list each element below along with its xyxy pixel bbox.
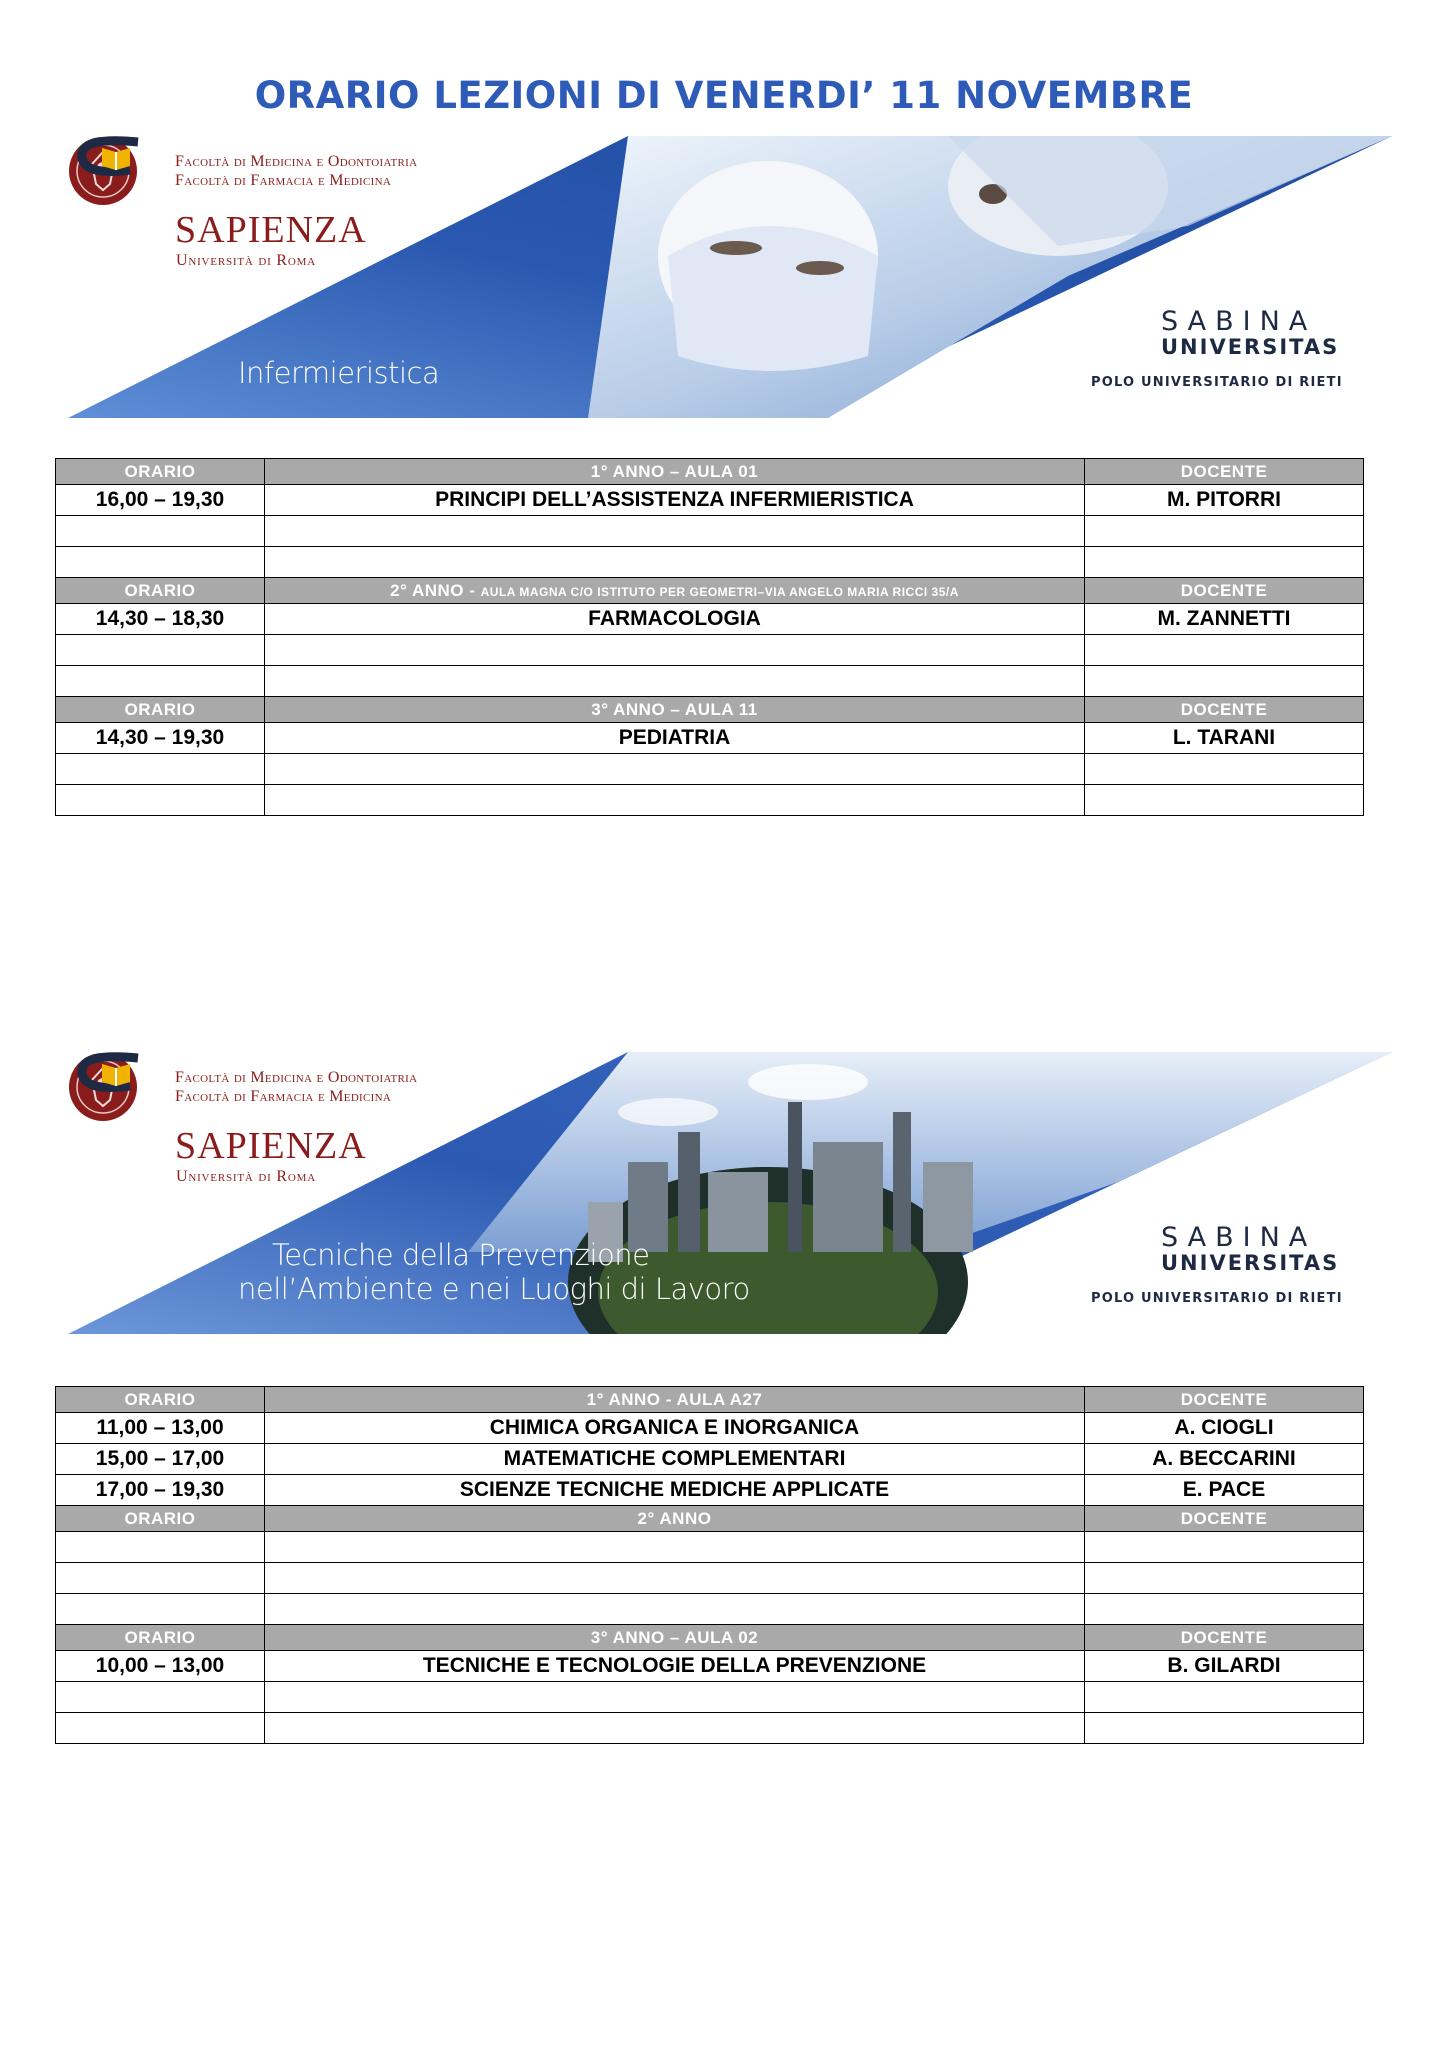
university-subtitle: Università di Roma: [176, 252, 316, 269]
schedule-table-infermieristica: [55, 458, 1364, 816]
header-orario: ORARIO: [56, 1625, 265, 1651]
course-name: [238, 1238, 750, 1306]
table-row: [56, 547, 1364, 578]
cell-course: PEDIATRIA: [265, 723, 1085, 754]
table-row: [56, 516, 1364, 547]
sabina-logo-icon: [68, 1052, 328, 1098]
cell-time: [56, 547, 265, 578]
university-name: SAPIENZA: [175, 1125, 367, 1167]
cell-time: [56, 1563, 265, 1594]
table-row: [56, 1594, 1364, 1625]
cell-time: [56, 516, 265, 547]
cell-time: [56, 1594, 265, 1625]
table-row: [56, 754, 1364, 785]
table-row: [56, 1444, 1364, 1475]
table-row: [56, 1413, 1364, 1444]
table-row: [56, 785, 1364, 816]
header-orario: ORARIO: [56, 1506, 265, 1532]
partner-subtitle: UNIVERSITAS: [1161, 335, 1340, 359]
cell-time: 14,30 – 18,30: [56, 604, 265, 635]
cell-teacher: [1085, 1532, 1364, 1563]
cell-teacher: [1085, 547, 1364, 578]
banner-tecniche-prevenzione: [68, 1052, 1392, 1334]
section-header: [56, 1506, 1364, 1532]
page-title: ORARIO LEZIONI DI VENERDI’ 11 NOVEMBRE: [254, 74, 1194, 117]
header-docente: DOCENTE: [1085, 1506, 1364, 1532]
header-anno: 1° ANNO - AULA A27: [265, 1387, 1085, 1413]
cell-course: [265, 666, 1085, 697]
header-orario: ORARIO: [56, 697, 265, 723]
section-header: [56, 1625, 1364, 1651]
table-row: [56, 604, 1364, 635]
cell-course: [265, 1682, 1085, 1713]
partner-polo: POLO UNIVERSITARIO DI RIETI: [1091, 375, 1343, 390]
cell-time: [56, 1532, 265, 1563]
faculty-line-2: Facoltà di Farmacia e Medicina: [175, 1088, 392, 1105]
cell-time: 15,00 – 17,00: [56, 1444, 265, 1475]
partner-polo: POLO UNIVERSITARIO DI RIETI: [1091, 1291, 1343, 1306]
cell-time: [56, 1682, 265, 1713]
header-orario: ORARIO: [56, 459, 265, 485]
cell-teacher: [1085, 635, 1364, 666]
course-line-1: Infermieristica: [238, 356, 440, 390]
table-row: [56, 1532, 1364, 1563]
cell-teacher: [1085, 1594, 1364, 1625]
cell-course: [265, 1713, 1085, 1744]
cell-teacher: [1085, 754, 1364, 785]
university-name: SAPIENZA: [175, 209, 367, 251]
cell-course: SCIENZE TECNICHE MEDICHE APPLICATE: [265, 1475, 1085, 1506]
schedule-table-tecniche-prevenzione: [55, 1386, 1364, 1744]
cell-teacher: A. BECCARINI: [1085, 1444, 1364, 1475]
table-row: [56, 1713, 1364, 1744]
cell-course: [265, 1594, 1085, 1625]
partner-name: SABINA: [1161, 1222, 1317, 1253]
course-line-1: Tecniche della Prevenzione: [272, 1238, 650, 1272]
section-header: [56, 578, 1364, 604]
table-row: [56, 1651, 1364, 1682]
cell-teacher: [1085, 516, 1364, 547]
table-row: [56, 1563, 1364, 1594]
header-docente: DOCENTE: [1085, 578, 1364, 604]
cell-time: 17,00 – 19,30: [56, 1475, 265, 1506]
cell-time: [56, 785, 265, 816]
header-anno: 2° ANNO - AULA MAGNA C/O ISTITUTO PER GEOMETRI–VIA ANGELO MARIA RICCI 35/A: [265, 578, 1085, 604]
cell-course: [265, 1532, 1085, 1563]
cell-course: [265, 547, 1085, 578]
cell-course: [265, 754, 1085, 785]
cell-time: [56, 754, 265, 785]
faculty-line-1: Facoltà di Medicina e Odontoiatria: [175, 1069, 418, 1086]
section-header: [56, 1387, 1364, 1413]
header-anno: 1° ANNO – AULA 01: [265, 459, 1085, 485]
header-anno: 2° ANNO: [265, 1506, 1085, 1532]
cell-course: TECNICHE E TECNOLOGIE DELLA PREVENZIONE: [265, 1651, 1085, 1682]
cell-teacher: A. CIOGLI: [1085, 1413, 1364, 1444]
header-anno: 3° ANNO – AULA 11: [265, 697, 1085, 723]
cell-teacher: [1085, 1713, 1364, 1744]
header-anno: 3° ANNO – AULA 02: [265, 1625, 1085, 1651]
course-line-2: nell’Ambiente e nei Luoghi di Lavoro: [238, 1272, 750, 1306]
sabina-logo-icon: [68, 136, 328, 182]
cell-course: FARMACOLOGIA: [265, 604, 1085, 635]
cell-course: [265, 1563, 1085, 1594]
cell-time: [56, 1713, 265, 1744]
cell-time: 14,30 – 19,30: [56, 723, 265, 754]
faculty-line-2: Facoltà di Farmacia e Medicina: [175, 172, 392, 189]
header-orario: ORARIO: [56, 1387, 265, 1413]
course-name: [238, 356, 439, 390]
university-subtitle: Università di Roma: [176, 1168, 316, 1185]
header-orario: ORARIO: [56, 578, 265, 604]
cell-teacher: [1085, 1682, 1364, 1713]
cell-course: CHIMICA ORGANICA E INORGANICA: [265, 1413, 1085, 1444]
header-docente: DOCENTE: [1085, 1387, 1364, 1413]
cell-teacher: E. PACE: [1085, 1475, 1364, 1506]
cell-course: [265, 785, 1085, 816]
table-row: [56, 723, 1364, 754]
section-header: [56, 459, 1364, 485]
table-row: [56, 1475, 1364, 1506]
cell-teacher: [1085, 785, 1364, 816]
header-docente: DOCENTE: [1085, 1625, 1364, 1651]
cell-course: [265, 516, 1085, 547]
table-row: [56, 485, 1364, 516]
table-row: [56, 1682, 1364, 1713]
cell-course: [265, 635, 1085, 666]
banner-infermieristica: [68, 136, 1392, 418]
cell-teacher: B. GILARDI: [1085, 1651, 1364, 1682]
cell-teacher: L. TARANI: [1085, 723, 1364, 754]
faculty-line-1: Facoltà di Medicina e Odontoiatria: [175, 153, 418, 170]
cell-teacher: M. ZANNETTI: [1085, 604, 1364, 635]
cell-teacher: [1085, 1563, 1364, 1594]
cell-time: [56, 666, 265, 697]
partner-name: SABINA: [1161, 306, 1317, 337]
cell-time: 10,00 – 13,00: [56, 1651, 265, 1682]
cell-course: PRINCIPI DELL’ASSISTENZA INFERMIERISTICA: [265, 485, 1085, 516]
cell-time: 16,00 – 19,30: [56, 485, 265, 516]
cell-teacher: [1085, 666, 1364, 697]
header-docente: DOCENTE: [1085, 697, 1364, 723]
cell-course: MATEMATICHE COMPLEMENTARI: [265, 1444, 1085, 1475]
cell-time: 11,00 – 13,00: [56, 1413, 265, 1444]
cell-time: [56, 635, 265, 666]
header-docente: DOCENTE: [1085, 459, 1364, 485]
cell-teacher: M. PITORRI: [1085, 485, 1364, 516]
table-row: [56, 635, 1364, 666]
table-row: [56, 666, 1364, 697]
partner-subtitle: UNIVERSITAS: [1161, 1251, 1340, 1275]
section-header: [56, 697, 1364, 723]
